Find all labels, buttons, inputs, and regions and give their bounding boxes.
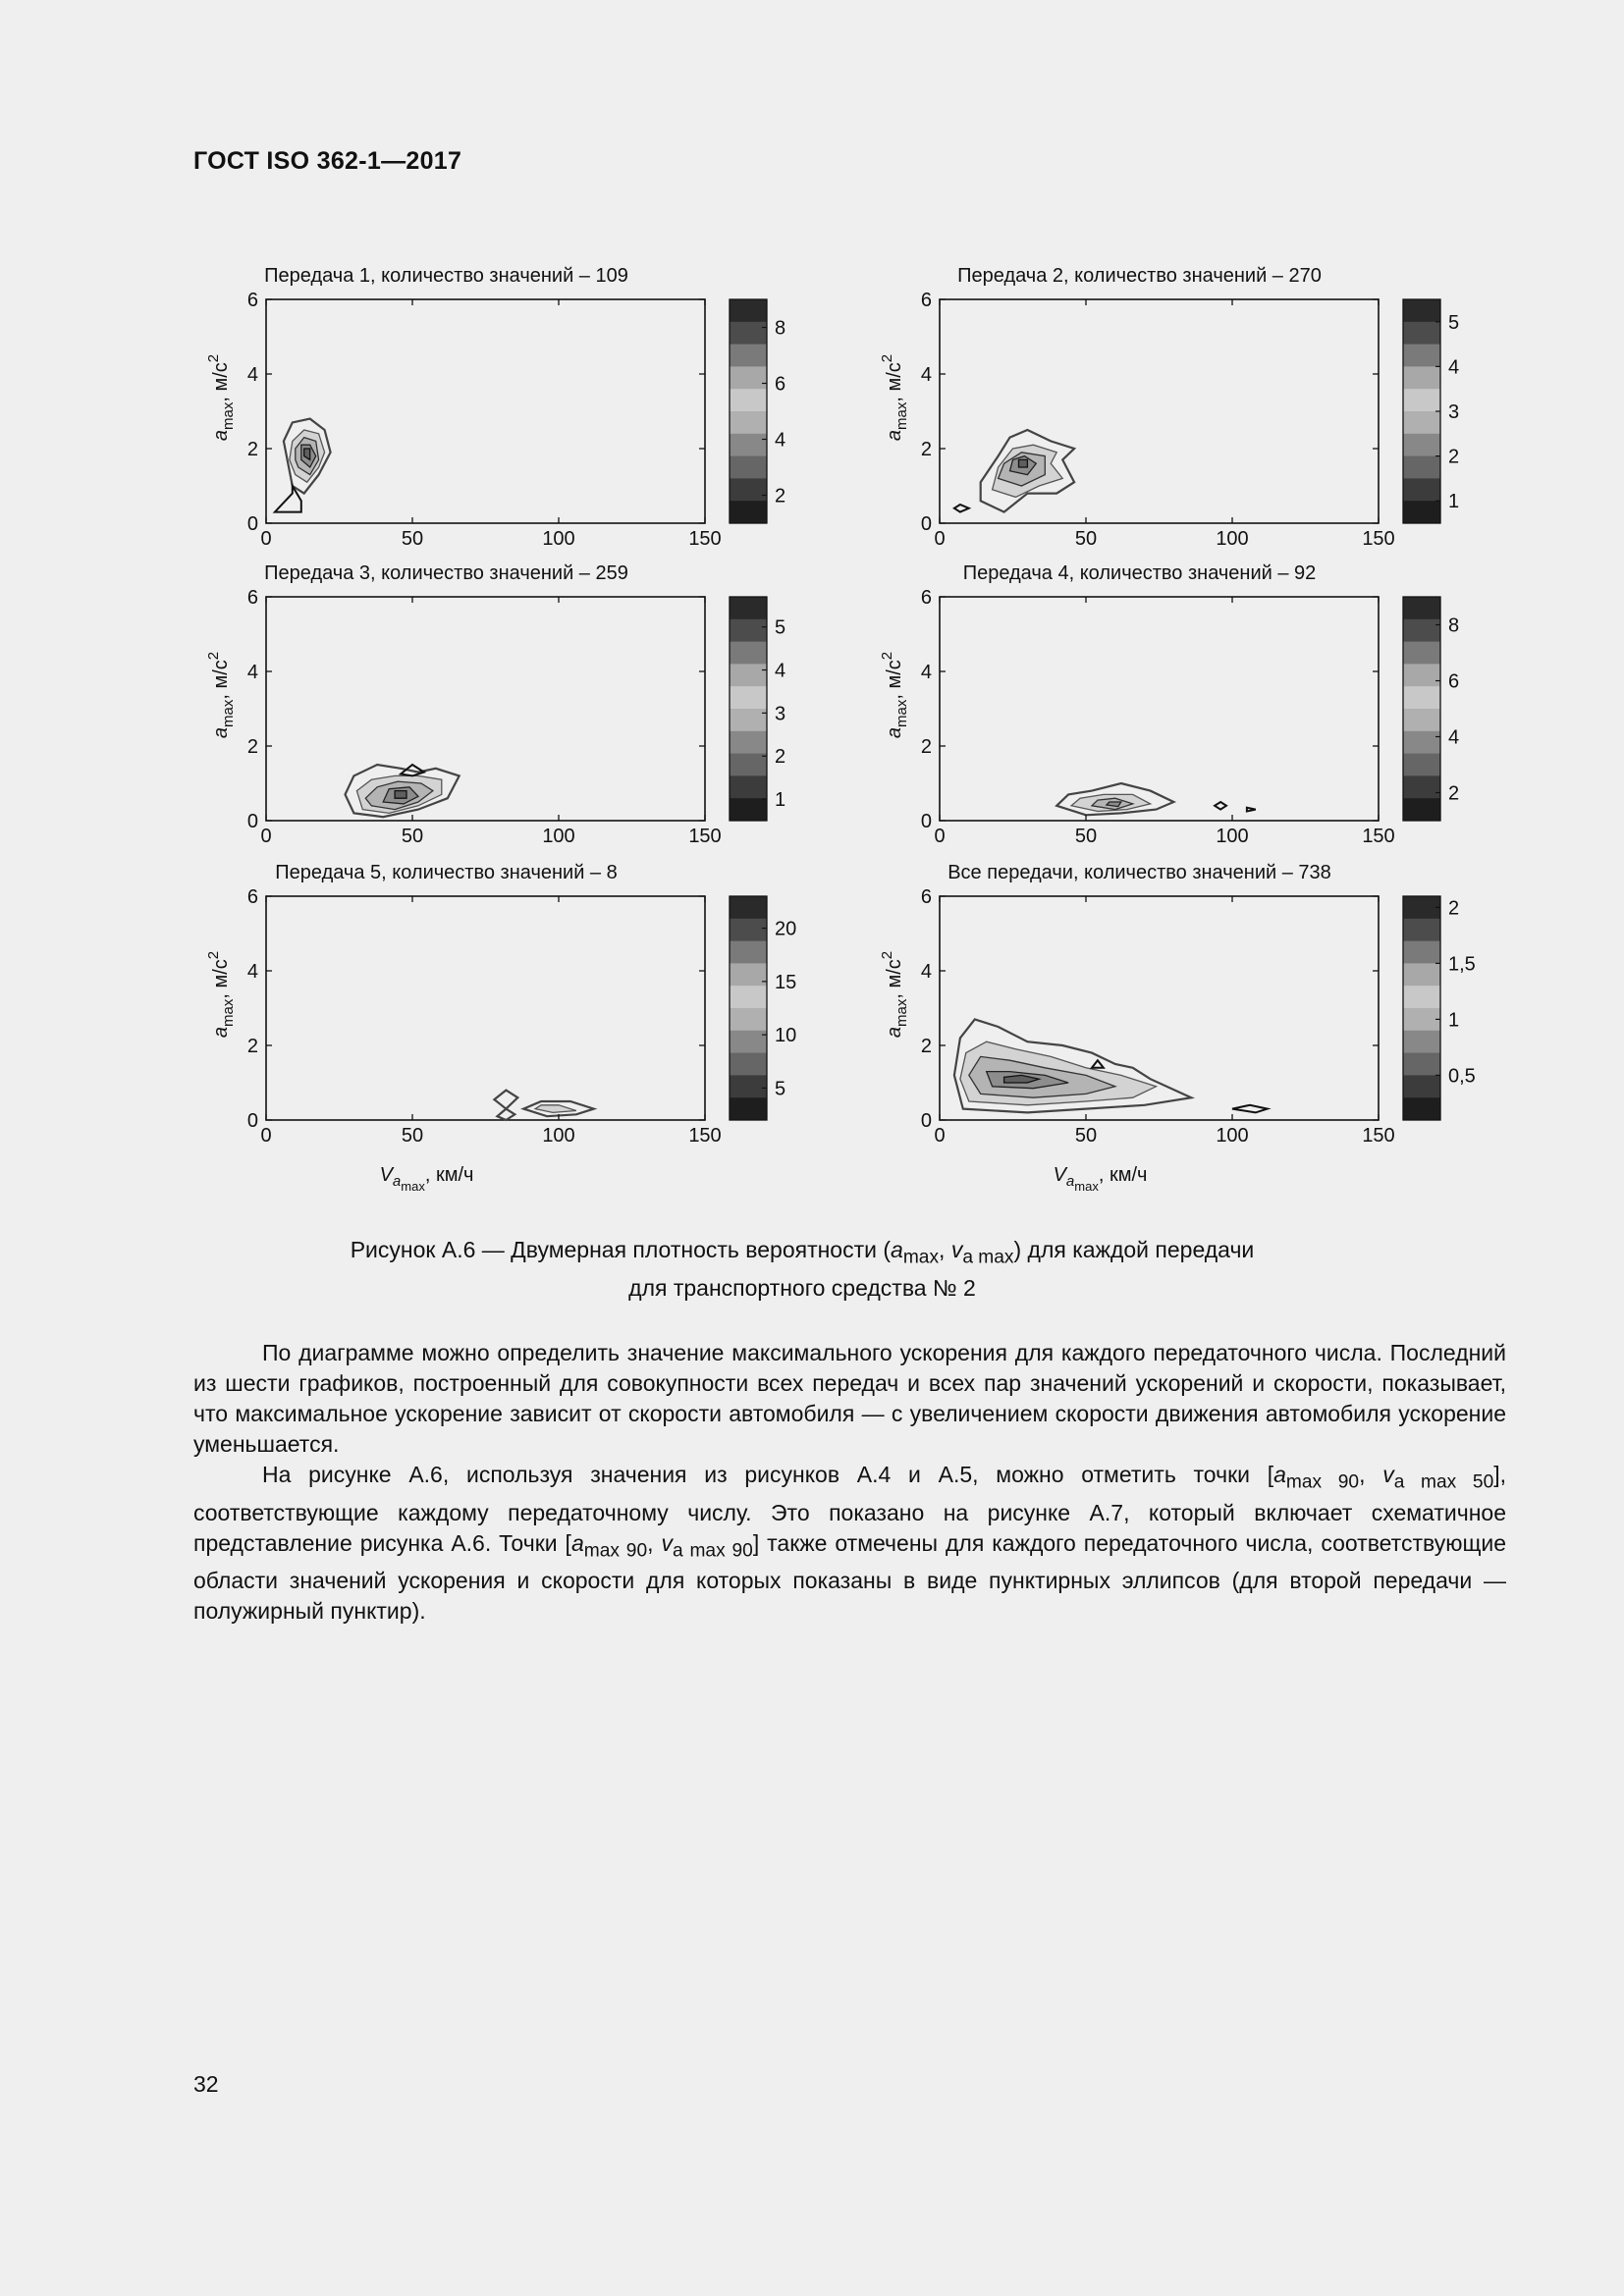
x-axis-subsub: max	[401, 1179, 425, 1194]
colorbar-label: 4	[1448, 356, 1460, 379]
chart-title: Все передачи, количество значений – 738	[947, 862, 1331, 883]
colorbar-segment	[1403, 366, 1440, 389]
x-tick-label: 0	[260, 1125, 272, 1147]
colorbar-segment	[1403, 389, 1440, 411]
colorbar-segment	[1403, 664, 1440, 686]
figure-caption	[193, 1235, 1411, 1303]
colorbar-label: 1	[1448, 491, 1460, 513]
contour-level-5	[395, 791, 406, 799]
x-tick-label: 50	[401, 528, 424, 550]
colorbar-segment	[730, 731, 767, 754]
colorbar-label: 1	[1448, 1009, 1460, 1032]
colorbar-segment	[730, 963, 767, 986]
colorbar-segment	[1403, 963, 1440, 986]
chart-title: Передача 1, количество значений – 109	[264, 265, 628, 287]
colorbar-segment	[730, 1031, 767, 1053]
colorbar-segment	[1403, 731, 1440, 754]
chart-title: Передача 4, количество значений – 92	[962, 562, 1317, 584]
colorbar-segment	[1403, 345, 1440, 367]
colorbar-label: 15	[775, 971, 797, 993]
x-axis-label	[1054, 1164, 1148, 1194]
y-tick-label: 0	[920, 811, 932, 832]
y-axis-unit: , м/с	[210, 959, 232, 999]
y-axis-var: a	[210, 429, 232, 442]
y-axis-label	[879, 652, 910, 738]
chart-panel-2	[879, 265, 1459, 550]
y-axis-sub: max	[893, 998, 910, 1027]
y-tick-label: 4	[920, 961, 932, 983]
x-tick-label: 150	[1362, 1125, 1395, 1147]
x-axis-label	[380, 1164, 474, 1194]
y-tick-label: 4	[246, 662, 258, 683]
y-axis-var: a	[210, 1026, 232, 1039]
contour-level-5	[1019, 459, 1028, 467]
y-axis-var: a	[884, 1026, 905, 1039]
colorbar-segment	[1403, 754, 1440, 776]
x-axis-subsub: max	[1074, 1179, 1099, 1194]
y-axis-label	[205, 652, 237, 738]
colorbar-segment	[1403, 456, 1440, 479]
x-tick-label: 100	[542, 528, 575, 550]
x-axis-unit: , км/ч	[424, 1164, 474, 1186]
colorbar-label: 5	[1448, 311, 1460, 334]
colorbar-segment	[1403, 619, 1440, 642]
colorbar-segment	[1403, 919, 1440, 941]
body-text	[193, 1338, 1506, 1627]
y-tick-label: 6	[246, 587, 258, 609]
colorbar-segment	[730, 411, 767, 434]
y-axis-sub: max	[220, 699, 237, 727]
chart-panel-5	[205, 862, 796, 1147]
x-axis-var: V	[379, 1164, 393, 1186]
colorbar-label: 20	[775, 918, 797, 940]
y-axis-sup: 2	[879, 651, 895, 661]
colorbar-segment	[1403, 478, 1440, 501]
colorbar-segment	[1403, 1053, 1440, 1076]
colorbar-segment	[730, 1097, 767, 1120]
y-tick-label: 2	[920, 1036, 932, 1057]
x-axis-sub: a	[392, 1173, 402, 1190]
y-tick-label: 2	[920, 736, 932, 758]
colorbar-label: 6	[1448, 670, 1460, 693]
colorbar-label: 8	[1448, 614, 1460, 637]
colorbar-segment	[1403, 1031, 1440, 1053]
colorbar-segment	[1403, 434, 1440, 456]
x-tick-label: 100	[1216, 528, 1249, 550]
colorbar-segment	[730, 501, 767, 523]
colorbar-segment	[730, 1075, 767, 1097]
y-tick-label: 0	[920, 1110, 932, 1132]
colorbar-segment	[730, 619, 767, 642]
colorbar-segment	[730, 798, 767, 821]
colorbar-label: 2	[775, 485, 786, 507]
colorbar-segment	[1403, 299, 1440, 322]
x-axis-sub: a	[1065, 1173, 1075, 1190]
colorbar-segment	[1403, 798, 1440, 821]
colorbar-label: 6	[775, 373, 786, 396]
y-axis-var: a	[884, 726, 905, 739]
colorbar-segment	[730, 366, 767, 389]
colorbar-segment	[730, 642, 767, 665]
y-tick-label: 4	[920, 364, 932, 386]
x-tick-label: 0	[934, 1125, 946, 1147]
colorbar-segment	[730, 896, 767, 919]
colorbar-label: 5	[775, 1078, 786, 1100]
page-number: 32	[193, 2071, 219, 2097]
colorbar-segment	[730, 775, 767, 798]
y-tick-label: 0	[246, 1110, 258, 1132]
y-tick-label: 6	[246, 886, 258, 908]
colorbar-segment	[1403, 709, 1440, 731]
colorbar-label: 1,5	[1448, 953, 1476, 976]
y-axis-var: a	[210, 726, 232, 739]
y-axis-unit: , м/с	[884, 362, 905, 402]
x-tick-label: 100	[542, 1125, 575, 1147]
chart-panel-6	[879, 862, 1476, 1147]
y-axis-sup: 2	[205, 950, 222, 960]
y-tick-label: 6	[920, 290, 932, 311]
y-tick-label: 6	[920, 587, 932, 609]
y-axis-label	[879, 951, 910, 1038]
y-tick-label: 2	[246, 736, 258, 758]
y-axis-unit: , м/с	[884, 660, 905, 700]
chart-panel-4	[879, 562, 1459, 847]
colorbar-segment	[730, 389, 767, 411]
colorbar-label: 2	[1448, 782, 1460, 805]
x-tick-label: 150	[1362, 528, 1395, 550]
colorbar-segment	[1403, 411, 1440, 434]
colorbar-label: 2	[775, 746, 786, 769]
plot-frame	[266, 896, 705, 1120]
x-tick-label: 0	[260, 826, 272, 847]
x-tick-label: 150	[688, 528, 722, 550]
x-tick-label: 50	[401, 826, 424, 847]
y-axis-label	[205, 951, 237, 1038]
y-axis-sub: max	[220, 998, 237, 1027]
colorbar-segment	[730, 986, 767, 1008]
colorbar-segment	[1403, 941, 1440, 964]
colorbar-segment	[730, 709, 767, 731]
colorbar-segment	[730, 664, 767, 686]
y-axis-sup: 2	[205, 651, 222, 661]
colorbar-label: 4	[1448, 726, 1460, 749]
y-tick-label: 2	[246, 1036, 258, 1057]
x-tick-label: 150	[688, 826, 722, 847]
x-tick-label: 50	[401, 1125, 424, 1147]
colorbar-segment	[730, 597, 767, 619]
y-tick-label: 2	[246, 439, 258, 460]
y-axis-unit: , м/с	[884, 959, 905, 999]
contour-level-4	[1107, 802, 1121, 807]
colorbar-segment	[730, 478, 767, 501]
y-axis-sup: 2	[879, 353, 895, 363]
colorbar-segment	[730, 919, 767, 941]
colorbar-segment	[1403, 1008, 1440, 1031]
y-axis-sub: max	[220, 401, 237, 430]
colorbar-segment	[1403, 597, 1440, 619]
x-tick-label: 100	[1216, 1125, 1249, 1147]
x-tick-label: 100	[542, 826, 575, 847]
colorbar-segment	[730, 299, 767, 322]
x-tick-label: 150	[688, 1125, 722, 1147]
colorbar-label: 2	[1448, 446, 1460, 468]
colorbar-segment	[730, 1008, 767, 1031]
colorbar-label: 8	[775, 317, 786, 340]
colorbar-segment	[730, 941, 767, 964]
plot-frame	[940, 597, 1379, 821]
colorbar-label: 5	[775, 616, 786, 639]
y-tick-label: 4	[246, 364, 258, 386]
x-tick-label: 50	[1074, 528, 1098, 550]
x-tick-label: 100	[1216, 826, 1249, 847]
x-tick-label: 0	[934, 528, 946, 550]
colorbar-label: 10	[775, 1025, 797, 1047]
colorbar-segment	[730, 322, 767, 345]
y-tick-label: 4	[246, 961, 258, 983]
paragraph-1: По диаграмме можно определить значение максимального ускорения для каждого передаточного числа. Последний из шести графиков, построенный для совокупности всех передач и всех пар значений ускорений и скорости, показывает, что максимальное ускорение зависит от скорости автомобиля — с увеличением скорости движения автомобиля ускорение уменьшается.	[193, 1340, 1506, 1457]
y-axis-var: a	[884, 429, 905, 442]
colorbar-segment	[730, 1053, 767, 1076]
colorbar-segment	[1403, 986, 1440, 1008]
y-axis-sub: max	[893, 401, 910, 430]
y-axis-sub: max	[893, 699, 910, 727]
y-axis-sup: 2	[205, 353, 222, 363]
document-header: ГОСТ ISO 362-1—2017	[193, 147, 462, 175]
colorbar-label: 1	[775, 789, 786, 812]
y-tick-label: 4	[920, 662, 932, 683]
colorbar-segment	[730, 686, 767, 709]
paragraph-2: На рисунке А.6, используя значения из рисунков А.4 и А.5, можно отметить точки [$a_{max 90}$, $v_{a max 50}$], соответствующие каждому передаточному числу. Это показано на рисунке А.7, который включает схематичное представление рисунка А.6. Точки [$a_{max 90}$, $v_{a max 90}$] также отмечены для каждого передаточного числа, соответствующие области значений ускорения и скорости для которых показаны в виде пунктирных эллипсов (для второй передачи — полужирный пунктир).	[193, 1462, 1507, 1625]
y-axis-label	[879, 354, 910, 441]
colorbar-segment	[1403, 642, 1440, 665]
caption-line-2: для транспортного средства № 2	[628, 1274, 976, 1301]
colorbar-label: 3	[1448, 401, 1460, 423]
x-tick-label: 50	[1074, 826, 1098, 847]
y-tick-label: 2	[920, 439, 932, 460]
colorbar-segment	[730, 345, 767, 367]
x-tick-label: 50	[1074, 1125, 1098, 1147]
colorbar-label: 4	[775, 429, 786, 452]
chart-title: Передача 3, количество значений – 259	[264, 562, 628, 584]
colorbar-segment	[1403, 322, 1440, 345]
colorbar-label: 3	[775, 703, 786, 725]
x-tick-label: 0	[934, 826, 946, 847]
x-tick-label: 0	[260, 528, 272, 550]
colorbar-segment	[1403, 1097, 1440, 1120]
colorbar-segment	[1403, 1075, 1440, 1097]
y-axis-unit: , м/с	[210, 660, 232, 700]
colorbar-label: 0,5	[1448, 1065, 1476, 1088]
colorbar-segment	[730, 754, 767, 776]
chart-panel-1	[205, 265, 785, 550]
y-axis-label	[205, 354, 237, 441]
x-axis-var: V	[1053, 1164, 1066, 1186]
chart-panel-3	[205, 562, 785, 847]
colorbar-segment	[730, 434, 767, 456]
y-tick-label: 6	[920, 886, 932, 908]
y-axis-unit: , м/с	[210, 362, 232, 402]
colorbar-label: 2	[1448, 897, 1460, 920]
colorbar-segment	[1403, 501, 1440, 523]
colorbar-segment	[1403, 686, 1440, 709]
x-tick-label: 150	[1362, 826, 1395, 847]
y-tick-label: 0	[246, 811, 258, 832]
y-tick-label: 0	[246, 513, 258, 535]
y-tick-label: 0	[920, 513, 932, 535]
colorbar-segment	[1403, 775, 1440, 798]
chart-title: Передача 5, количество значений – 8	[275, 862, 618, 883]
caption-line-1: Рисунок А.6 — Двумерная плотность вероятности ($a_{max}$, $v_{a max}$) для каждой передачи	[350, 1237, 1255, 1268]
colorbar-segment	[730, 456, 767, 479]
colorbar-label: 4	[775, 660, 786, 682]
plot-frame	[266, 597, 705, 821]
x-axis-unit: , км/ч	[1098, 1164, 1148, 1186]
y-axis-sup: 2	[879, 950, 895, 960]
chart-title: Передача 2, количество значений – 270	[957, 265, 1322, 287]
y-tick-label: 6	[246, 290, 258, 311]
colorbar-segment	[1403, 896, 1440, 919]
plot-frame	[266, 299, 705, 523]
